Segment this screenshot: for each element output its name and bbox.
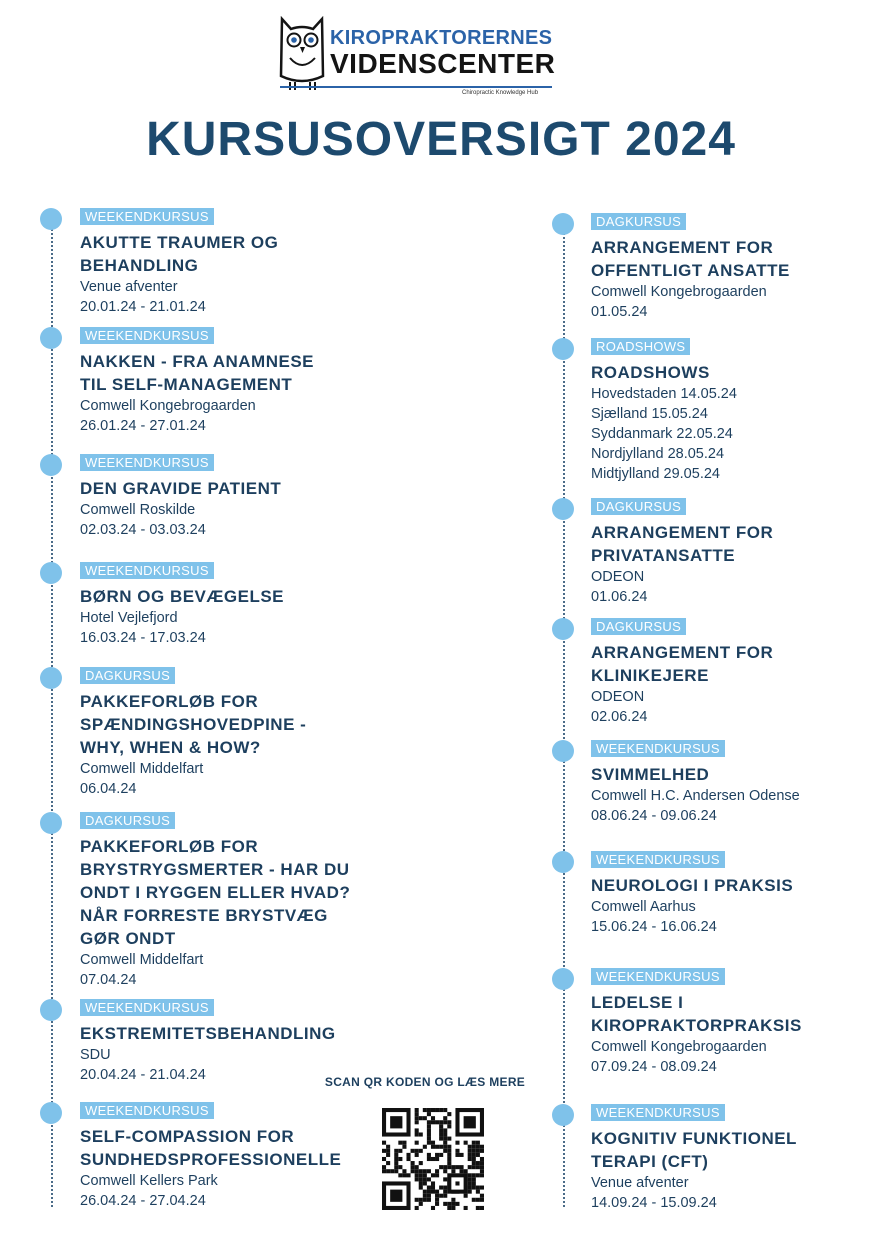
course-date: 02.06.24 <box>591 709 648 725</box>
timeline-dot <box>552 1104 574 1126</box>
course-item <box>591 1104 882 1213</box>
timeline-dot <box>40 999 62 1021</box>
course-title-line: WHY, WHEN & HOW? <box>80 738 261 757</box>
logo <box>278 16 558 102</box>
course-title-line: NAKKEN - FRA ANAMNESE <box>80 352 315 371</box>
course-title-line: KLINIKEJERE <box>591 666 709 685</box>
course-title-line: PAKKEFORLØB FOR <box>80 692 259 711</box>
course-detail: Hovedstaden 14.05.24 <box>591 386 737 402</box>
course-date: 06.04.24 <box>80 781 137 797</box>
course-date: 08.06.24 - 09.06.24 <box>591 808 717 824</box>
course-title <box>80 585 380 608</box>
course-date: 07.09.24 - 08.09.24 <box>591 1059 717 1075</box>
course-title-line: TIL SELF-MANAGEMENT <box>80 375 293 394</box>
timeline-dot <box>40 1102 62 1124</box>
course-title <box>591 763 882 786</box>
course-type-badge: WEEKENDKURSUS <box>80 1102 214 1119</box>
course-title-line: PRIVATANSATTE <box>591 546 736 565</box>
course-item <box>591 851 882 937</box>
course-type-badge: WEEKENDKURSUS <box>80 562 214 579</box>
course-item <box>80 1102 380 1211</box>
timeline-dot <box>552 498 574 520</box>
course-item <box>591 618 882 727</box>
timeline-dot <box>552 338 574 360</box>
course-type-badge: DAGKURSUS <box>591 213 686 230</box>
course-title <box>591 361 882 384</box>
course-title-line: BØRN OG BEVÆGELSE <box>80 587 285 606</box>
course-detail: Comwell Kellers Park <box>80 1173 218 1189</box>
course-title <box>591 641 882 687</box>
course-title-line: DEN GRAVIDE PATIENT <box>80 479 282 498</box>
course-type-badge: WEEKENDKURSUS <box>591 968 725 985</box>
course-detail: Venue afventer <box>591 1175 689 1191</box>
course-title-line: AKUTTE TRAUMER OG <box>80 233 279 252</box>
course-title-line: TERAPI (CFT) <box>591 1152 709 1171</box>
timeline-dot <box>552 851 574 873</box>
timeline-dot <box>552 968 574 990</box>
course-title-line: EKSTREMITETSBEHANDLING <box>80 1024 336 1043</box>
course-title <box>80 1125 380 1171</box>
course-date: 02.03.24 - 03.03.24 <box>80 522 206 538</box>
timeline-dot <box>40 327 62 349</box>
course-title-line: KIROPRAKTORPRAKSIS <box>591 1016 802 1035</box>
page-title: KURSUSOVERSIGT 2024 <box>146 113 736 166</box>
course-type-badge: DAGKURSUS <box>591 618 686 635</box>
course-title-line: OFFENTLIGT ANSATTE <box>591 261 790 280</box>
course-title-line: SVIMMELHED <box>591 765 710 784</box>
course-title-line: LEDELSE I <box>591 993 684 1012</box>
course-detail: Sjælland 15.05.24 <box>591 406 708 422</box>
course-date: 20.01.24 - 21.01.24 <box>80 299 206 315</box>
qr-label: SCAN QR KODEN OG LÆS MERE <box>324 1075 526 1089</box>
timeline-dot <box>40 812 62 834</box>
course-item <box>591 968 882 1077</box>
course-title-line: NÅR FORRESTE BRYSTVÆG <box>80 906 328 925</box>
course-title-line: ARRANGEMENT FOR <box>591 523 774 542</box>
course-item <box>80 454 380 540</box>
course-type-badge: WEEKENDKURSUS <box>591 1104 725 1121</box>
timeline-dot <box>40 562 62 584</box>
course-date: 26.04.24 - 27.04.24 <box>80 1193 206 1209</box>
timeline-dot <box>552 618 574 640</box>
timeline-dot <box>552 740 574 762</box>
course-detail: Venue afventer <box>80 279 178 295</box>
left-timeline <box>51 222 53 1207</box>
course-title <box>80 1022 380 1045</box>
course-item <box>591 498 882 607</box>
timeline-dot <box>552 213 574 235</box>
course-title <box>591 1127 882 1173</box>
course-title <box>591 236 882 282</box>
course-title-line: ONDT I RYGGEN ELLER HVAD? <box>80 883 351 902</box>
course-type-badge: WEEKENDKURSUS <box>591 851 725 868</box>
owl-logo-icon <box>278 16 328 94</box>
course-title <box>80 690 380 759</box>
timeline-dot <box>40 667 62 689</box>
course-type-badge: DAGKURSUS <box>80 667 175 684</box>
brand-line-2: VIDENSCENTER <box>330 48 556 79</box>
course-detail: Hotel Vejlefjord <box>80 610 178 626</box>
course-title-line: PAKKEFORLØB FOR <box>80 837 259 856</box>
course-item <box>80 327 380 436</box>
logo-rule <box>280 86 552 88</box>
course-title-line: SELF-COMPASSION FOR <box>80 1127 295 1146</box>
course-item <box>591 213 882 322</box>
course-detail: Syddanmark 22.05.24 <box>591 426 733 442</box>
right-timeline <box>563 226 565 1207</box>
course-date: 15.06.24 - 16.06.24 <box>591 919 717 935</box>
course-detail: Comwell H.C. Andersen Odense <box>591 788 800 804</box>
course-detail: Comwell Kongebrogaarden <box>591 284 767 300</box>
course-type-badge: WEEKENDKURSUS <box>80 208 214 225</box>
course-type-badge: ROADSHOWS <box>591 338 690 355</box>
course-title <box>80 835 380 950</box>
course-date: 14.09.24 - 15.09.24 <box>591 1195 717 1211</box>
timeline-dot <box>40 208 62 230</box>
timeline-dot <box>40 454 62 476</box>
course-date: 01.06.24 <box>591 589 648 605</box>
course-title-line: NEUROLOGI I PRAKSIS <box>591 876 794 895</box>
course-item <box>591 338 882 484</box>
course-title <box>80 477 380 500</box>
course-item <box>80 562 380 648</box>
brand-line-1: KIROPRAKTORERNES <box>330 27 553 49</box>
course-title-line: BRYSTRYGSMERTER - HAR DU <box>80 860 350 879</box>
course-detail: Comwell Kongebrogaarden <box>591 1039 767 1055</box>
course-title <box>80 350 380 396</box>
course-type-badge: WEEKENDKURSUS <box>80 454 214 471</box>
course-type-badge: WEEKENDKURSUS <box>591 740 725 757</box>
course-title-line: BEHANDLING <box>80 256 199 275</box>
course-detail: Comwell Middelfart <box>80 952 204 968</box>
course-type-badge: WEEKENDKURSUS <box>80 327 214 344</box>
course-title <box>591 521 882 567</box>
course-detail: SDU <box>80 1047 111 1063</box>
course-title <box>80 231 380 277</box>
course-detail: Comwell Roskilde <box>80 502 196 518</box>
course-item <box>80 667 380 799</box>
course-title-line: SUNDHEDSPROFESSIONELLE <box>80 1150 342 1169</box>
course-type-badge: DAGKURSUS <box>80 812 175 829</box>
course-item <box>80 812 380 990</box>
course-title-line: ARRANGEMENT FOR <box>591 238 774 257</box>
qr-code[interactable] <box>382 1108 484 1210</box>
course-title-line: GØR ONDT <box>80 929 176 948</box>
course-title-line: KOGNITIV FUNKTIONEL <box>591 1129 797 1148</box>
course-type-badge: DAGKURSUS <box>591 498 686 515</box>
course-title-line: ARRANGEMENT FOR <box>591 643 774 662</box>
course-date: 20.04.24 - 21.04.24 <box>80 1067 206 1083</box>
course-title-line: ROADSHOWS <box>591 363 710 382</box>
course-item <box>591 740 882 826</box>
brand-tagline: Chiropractic Knowledge Hub <box>462 90 539 96</box>
course-title-line: SPÆNDINGSHOVEDPINE - <box>80 715 307 734</box>
course-item <box>80 208 380 317</box>
course-title <box>591 874 882 897</box>
course-date: 01.05.24 <box>591 304 648 320</box>
course-detail: Nordjylland 28.05.24 <box>591 446 725 462</box>
course-item <box>80 999 380 1085</box>
course-date: 07.04.24 <box>80 972 137 988</box>
course-detail: ODEON <box>591 689 645 705</box>
course-type-badge: WEEKENDKURSUS <box>80 999 214 1016</box>
course-title <box>591 991 882 1037</box>
course-detail: ODEON <box>591 569 645 585</box>
course-detail: Comwell Aarhus <box>591 899 696 915</box>
course-date: 16.03.24 - 17.03.24 <box>80 630 206 646</box>
course-detail: Comwell Middelfart <box>80 761 204 777</box>
course-date: 26.01.24 - 27.01.24 <box>80 418 206 434</box>
course-date: Midtjylland 29.05.24 <box>591 466 720 482</box>
course-detail: Comwell Kongebrogaarden <box>80 398 256 414</box>
